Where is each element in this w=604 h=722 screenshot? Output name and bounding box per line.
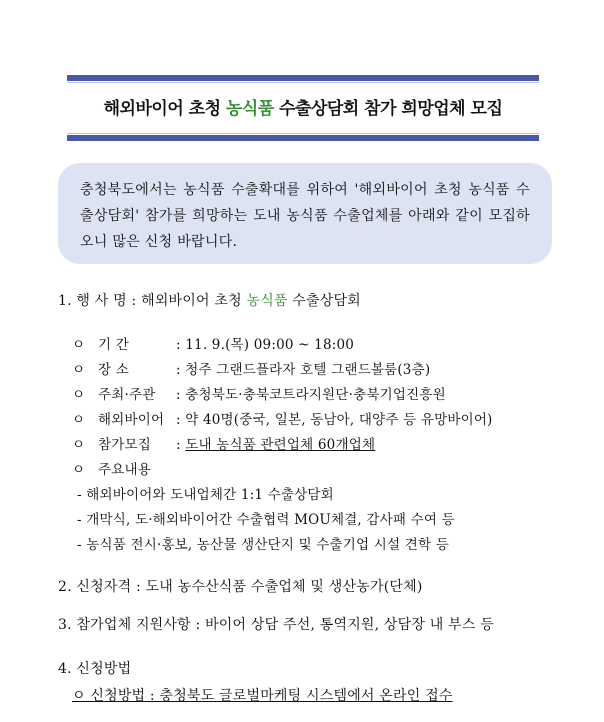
recruitment-value: 도내 농식품 관련업체 60개업체 — [185, 437, 376, 453]
overseas-buyers-value: 약 40명(중국, 일본, 동남아, 대양주 등 유망바이어) — [185, 412, 493, 428]
page-title — [67, 94, 539, 119]
colon: : — [176, 387, 186, 403]
bullet-icon: ㅇ — [72, 462, 86, 478]
colon: : — [176, 437, 186, 453]
title-bottom-rule — [67, 135, 539, 141]
intro-box — [58, 163, 552, 264]
colon: : — [176, 362, 186, 378]
section-4-application-method: ㅇ 신청방법 : 충청북도 글로벌마케팅 시스템에서 온라인 접수 — [72, 688, 453, 704]
colon: : — [176, 337, 186, 353]
title-part-1: 해외바이어 초청 — [103, 99, 226, 119]
bullet-icon: ㅇ — [72, 387, 86, 403]
event-venue-row — [72, 358, 430, 378]
section-1-heading — [58, 290, 361, 310]
section-1-heading-highlight: 농식품 — [246, 293, 288, 309]
bullet-icon: ㅇ — [72, 362, 86, 378]
title-top-rule — [67, 75, 539, 81]
title-highlight: 농식품 — [225, 99, 274, 119]
colon: : — [176, 412, 186, 428]
recruitment-row — [72, 433, 375, 453]
bullet-icon: ㅇ — [72, 437, 86, 453]
section-2-eligibility: 2. 신청자격 : 도내 농수산식품 수출업체 및 생산농가(단체) — [58, 579, 423, 595]
section-3-support — [58, 614, 494, 634]
intro-text: 충청북도에서는 농식품 수출확대를 위하여 '해외바이어 초청 농식품 수출상담회' 참가를 희망하는 도내 농식품 수출업체를 아래와 같이 모집하오니 많은 신청 바랍니다. — [80, 182, 530, 250]
section-1-heading-suffix: 수출상담회 — [287, 293, 361, 309]
event-venue-value: 청주 그랜드플라자 호텔 그랜드볼룸(3층) — [185, 362, 431, 378]
section-3-label: 3. 참가업체 지원사항 : — [58, 617, 201, 633]
event-host-value: 충청북도·충북코트라지원단·충북기업진흥원 — [185, 387, 446, 403]
bullet-icon: ㅇ — [72, 337, 86, 353]
content-sub-item: - 개막식, 도·해외바이어간 수출협력 MOU체결, 감사패 수여 등 — [77, 512, 455, 528]
section-3-value: 바이어 상담 주선, 통역지원, 상담장 내 부스 등 — [200, 617, 494, 633]
event-period-value: 11. 9.(목) 09:00 ~ 18:00 — [185, 337, 355, 353]
event-venue-label: 장 소 — [98, 362, 129, 378]
title-top-thin-rule — [67, 82, 539, 83]
content-sub-item: - 해외바이어와 도내업체간 1:1 수출상담회 — [77, 487, 334, 503]
bullet-icon: ㅇ — [72, 412, 86, 428]
event-period-label: 기 간 — [98, 337, 129, 353]
section-1-heading-prefix: 1. 행 사 명 : 해외바이어 초청 — [58, 293, 247, 309]
overseas-buyers-label: 해외바이어 — [98, 412, 165, 428]
overseas-buyers-row — [72, 408, 493, 428]
event-host-label: 주최·주관 — [98, 387, 156, 403]
section-4-heading: 4. 신청방법 — [58, 661, 132, 677]
content-sub-item: - 농식품 전시·홍보, 농산물 생산단지 및 수출기업 시설 견학 등 — [77, 537, 449, 553]
title-part-3: 수출상담회 참가 희망업체 모집 — [273, 99, 503, 119]
recruitment-label: 참가모집 — [98, 437, 151, 453]
event-host-row — [72, 383, 446, 403]
title-bottom-thin-rule — [67, 133, 539, 134]
main-content-row — [72, 458, 151, 478]
main-content-label: 주요내용 — [98, 462, 151, 478]
event-period-row — [72, 333, 354, 353]
